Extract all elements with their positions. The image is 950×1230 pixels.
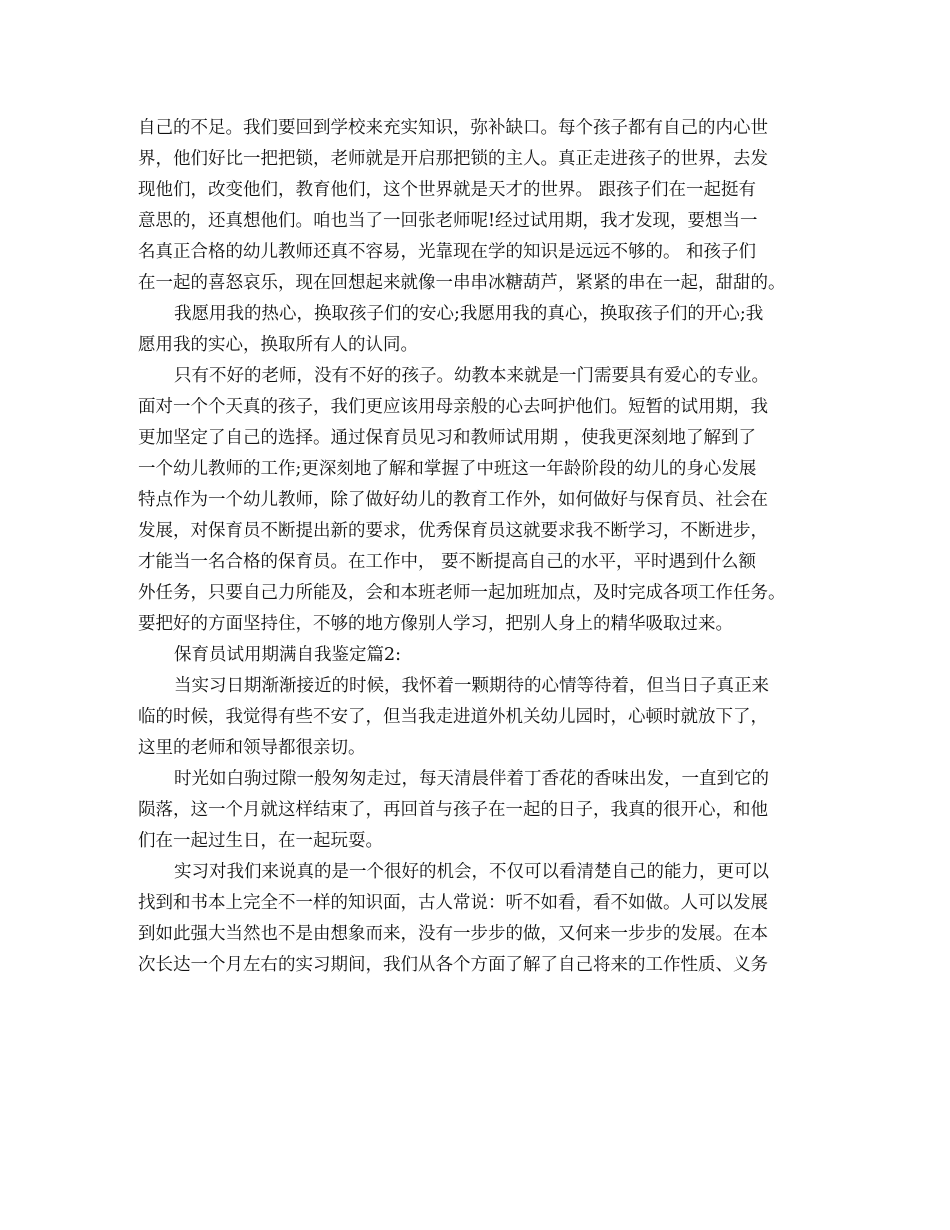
text-line: 意思的，还真想他们。咱也当了一回张老师呢!经过试用期，我才发现，要想当一 [138, 211, 758, 231]
text-line: 到如此强大当然也不是由想象而来，没有一步步的做，又何来一步步的发展。在本 [138, 924, 768, 944]
text-line: 次长达一个月左右的实习期间，我们从各个方面了解了自己将来的工作性质、义务 [138, 955, 768, 975]
text-line: 发展，对保育员不断提出新的要求，优秀保育员这就要求我不断学习，不断进步， [138, 521, 768, 541]
text-line: 自己的不足。我们要回到学校来充实知识，弥补缺口。每个孩子都有自己的内心世 [138, 118, 768, 138]
document-body [138, 113, 828, 981]
text-line: 更加坚定了自己的选择。通过保育员见习和教师试用期 ，使我更深刻地了解到了 [138, 428, 757, 448]
text-line: 我愿用我的热心，换取孩子们的安心;我愿用我的真心，换取孩子们的开心;我 [174, 304, 764, 324]
text-line: 实习对我们来说真的是一个很好的机会，不仅可以看清楚自己的能力，更可以 [174, 862, 769, 882]
text-line: 界，他们好比一把把锁，老师就是开启那把锁的主人。真正走进孩子的世界，去发 [138, 149, 768, 169]
text-line: 们在一起过生日，在一起玩耍。 [138, 831, 383, 851]
text-line: 时光如白驹过隙一般匆匆走过，每天清晨伴着丁香花的香味出发，一直到它的 [174, 769, 769, 789]
text-line: 愿用我的实心，换取所有人的认同。 [138, 335, 418, 355]
text-line: 现他们，改变他们，教育他们，这个世界就是天才的世界。 跟孩子们在一起挺有 [138, 180, 757, 200]
text-line: 陨落，这一个月就这样结束了，再回首与孩子在一起的日子，我真的很开心，和他 [138, 800, 768, 820]
text-line: 外任务，只要自己力所能及，会和本班老师一起加班加点，及时完成各项工作任务。 [138, 583, 786, 603]
text-line: 要把好的方面坚持住，不够的地方像别人学习，把别人身上的精华吸取过来。 [138, 614, 733, 634]
text-line: 一个幼儿教师的工作;更深刻地了解和掌握了中班这一年龄阶段的幼儿的身心发展 [138, 459, 757, 479]
text-line: 在一起的喜怒哀乐，现在回想起来就像一串串冰糖葫芦，紧紧的串在一起，甜甜的。 [138, 273, 786, 293]
text-line: 名真正合格的幼儿教师还真不容易，光靠现在学的知识是远远不够的。 和孩子们 [138, 242, 757, 262]
text-line: 才能当一名合格的保育员。在工作中， 要不断提高自己的水平，平时遇到什么额 [138, 552, 757, 572]
text-line: 找到和书本上完全不一样的知识面，古人常说：听不如看，看不如做。人可以发展 [138, 893, 768, 913]
text-line: 当实习日期渐渐接近的时候，我怀着一颗期待的心情等待着，但当日子真正来 [174, 676, 769, 696]
text-line: 临的时候，我觉得有些不安了，但当我走进道外机关幼儿园时，心顿时就放下了， [138, 707, 768, 727]
text-line: 面对一个个天真的孩子，我们更应该用母亲般的心去呵护他们。短暂的试用期，我 [138, 397, 768, 417]
text-line: 只有不好的老师，没有不好的孩子。幼教本来就是一门需要具有爱心的专业。 [174, 366, 769, 386]
text-line: 这里的老师和领导都很亲切。 [138, 738, 366, 758]
section-heading: 保育员试用期满自我鉴定篇2: [174, 645, 402, 665]
text-line: 特点作为一个幼儿教师，除了做好幼儿的教育工作外，如何做好与保育员、社会在 [138, 490, 768, 510]
